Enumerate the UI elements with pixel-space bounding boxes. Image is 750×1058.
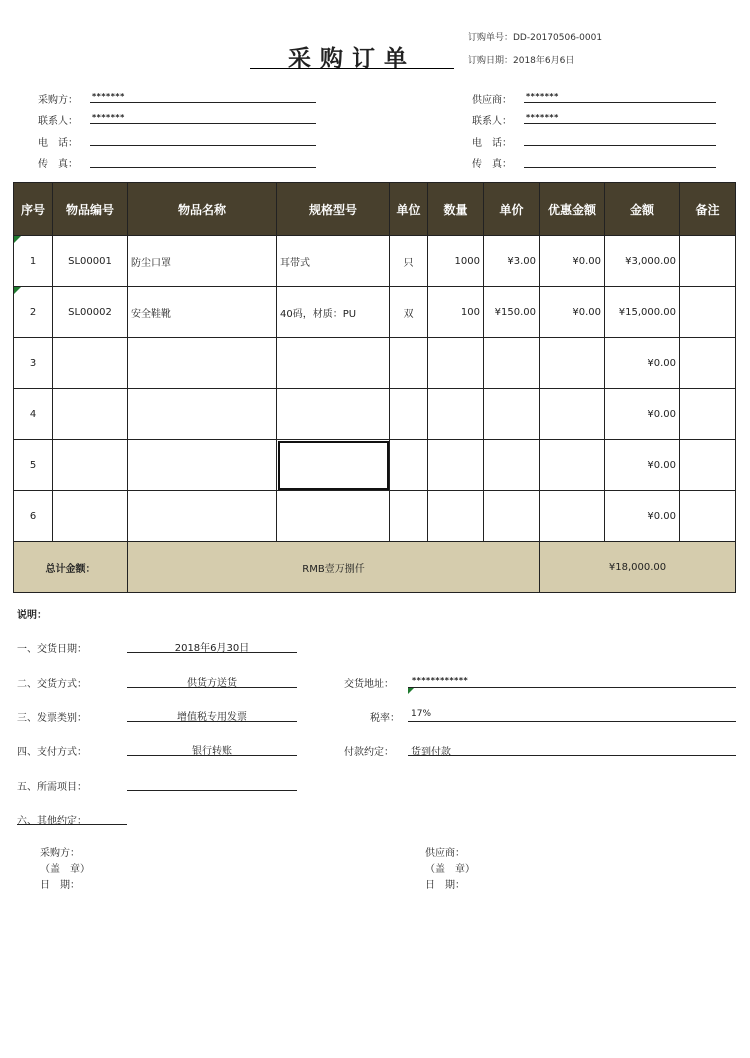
buyer-stamp-label: （盖 章） bbox=[40, 864, 90, 875]
tax-line bbox=[408, 721, 736, 722]
cell-unit-price[interactable] bbox=[484, 389, 540, 440]
cell-discount[interactable] bbox=[540, 389, 605, 440]
notes-title: 说明： bbox=[17, 610, 47, 621]
supplier-value: ******* bbox=[526, 92, 559, 101]
cell-item-code[interactable] bbox=[53, 389, 128, 440]
payment-terms-value[interactable]: 货到付款 bbox=[411, 747, 451, 758]
delivery-date-label: 一、交货日期： bbox=[17, 644, 87, 655]
cell-unit[interactable] bbox=[390, 440, 428, 491]
cell-discount[interactable]: ¥0.00 bbox=[540, 287, 605, 338]
cell-amount[interactable]: ¥0.00 bbox=[605, 389, 680, 440]
cell-index[interactable]: 4 bbox=[14, 389, 53, 440]
buyer-value: ******* bbox=[92, 92, 125, 101]
supplier-fax-line bbox=[524, 167, 716, 168]
cell-item-code[interactable]: SL00001 bbox=[53, 236, 128, 287]
other-terms-line bbox=[17, 824, 127, 825]
invoice-value[interactable]: 增值税专用发票 bbox=[177, 712, 247, 723]
cell-quantity[interactable]: 100 bbox=[428, 287, 484, 338]
cell-quantity[interactable] bbox=[428, 338, 484, 389]
delivery-method-line bbox=[127, 687, 297, 688]
cell-item-name[interactable]: 安全鞋靴 bbox=[128, 287, 277, 338]
buyer-phone-line bbox=[90, 145, 316, 146]
buyer-signature-block bbox=[40, 846, 90, 894]
cell-unit-price[interactable]: ¥3.00 bbox=[484, 236, 540, 287]
supplier-phone-label: 电 话： bbox=[472, 138, 512, 149]
cell-index[interactable]: 1 bbox=[14, 236, 53, 287]
header-index: 序号 bbox=[14, 183, 53, 236]
payment-label: 四、支付方式： bbox=[17, 747, 87, 758]
cell-spec[interactable] bbox=[277, 491, 390, 542]
cell-quantity[interactable] bbox=[428, 440, 484, 491]
header-discount: 优惠金额 bbox=[540, 183, 605, 236]
supplier-label: 供应商： bbox=[472, 95, 512, 106]
cell-index[interactable]: 6 bbox=[14, 491, 53, 542]
invoice-label: 三、发票类别： bbox=[17, 713, 87, 724]
cell-unit[interactable]: 双 bbox=[390, 287, 428, 338]
cell-spec[interactable]: 40码，材质：PU bbox=[277, 287, 390, 338]
cell-item-code[interactable] bbox=[53, 338, 128, 389]
order-number: 订购单号：DD-20170506-0001 bbox=[468, 33, 603, 43]
cell-index[interactable]: 5 bbox=[14, 440, 53, 491]
buyer-phone-label: 电 话： bbox=[38, 138, 78, 149]
invoice-line bbox=[127, 721, 297, 722]
supplier-stamp-label: （盖 章） bbox=[425, 864, 475, 875]
header-item-code: 物品编号 bbox=[53, 183, 128, 236]
cell-item-code[interactable] bbox=[53, 491, 128, 542]
table-row bbox=[14, 236, 736, 287]
delivery-address-label: 交货地址： bbox=[344, 679, 394, 690]
cell-item-name[interactable] bbox=[128, 440, 277, 491]
table-header-row bbox=[14, 183, 736, 236]
table-row bbox=[14, 287, 736, 338]
supplier-phone-line bbox=[524, 145, 716, 146]
supplier-line bbox=[524, 102, 716, 103]
header-spec: 规格型号 bbox=[277, 183, 390, 236]
table-row bbox=[14, 440, 736, 491]
cell-unit[interactable] bbox=[390, 338, 428, 389]
attachments-line bbox=[127, 790, 297, 791]
cell-spec-selected[interactable] bbox=[277, 440, 390, 491]
supplier-fax-label: 传 真： bbox=[472, 159, 512, 170]
comment-flag bbox=[408, 688, 409, 689]
buyer-fax-line bbox=[90, 167, 316, 168]
cell-remarks[interactable] bbox=[680, 440, 736, 491]
cell-remarks[interactable] bbox=[680, 338, 736, 389]
attachments-label: 五、所需项目： bbox=[17, 782, 87, 793]
cell-amount[interactable]: ¥0.00 bbox=[605, 440, 680, 491]
cell-quantity[interactable] bbox=[428, 491, 484, 542]
title-underline bbox=[250, 68, 454, 69]
cell-spec[interactable] bbox=[277, 338, 390, 389]
table-row bbox=[14, 389, 736, 440]
supplier-contact-label: 联系人： bbox=[472, 116, 512, 127]
cell-remarks[interactable] bbox=[680, 236, 736, 287]
cell-unit-price[interactable] bbox=[484, 440, 540, 491]
cell-item-name[interactable] bbox=[128, 491, 277, 542]
buyer-contact-line bbox=[90, 123, 316, 124]
cell-index[interactable]: 3 bbox=[14, 338, 53, 389]
page-title: 采购订单 bbox=[288, 46, 416, 72]
cell-remarks[interactable] bbox=[680, 287, 736, 338]
cell-index[interactable]: 2 bbox=[14, 287, 53, 338]
tax-value[interactable]: 17% bbox=[411, 709, 432, 719]
supplier-date-label: 日 期： bbox=[425, 880, 465, 891]
supplier-contact-line bbox=[524, 123, 716, 124]
cell-item-name[interactable]: 防尘口罩 bbox=[128, 236, 277, 287]
cell-unit-price[interactable] bbox=[484, 491, 540, 542]
cell-spec[interactable] bbox=[277, 389, 390, 440]
buyer-label: 采购方： bbox=[38, 95, 78, 106]
header-unit-price: 单价 bbox=[484, 183, 540, 236]
cell-item-name[interactable] bbox=[128, 338, 277, 389]
table-row bbox=[14, 338, 736, 389]
payment-value[interactable]: 银行转账 bbox=[192, 746, 232, 757]
cell-discount[interactable] bbox=[540, 338, 605, 389]
cell-amount[interactable]: ¥0.00 bbox=[605, 338, 680, 389]
supplier-signature-block bbox=[425, 846, 475, 894]
order-date: 订购日期：2018年6月6日 bbox=[468, 56, 575, 66]
cell-amount[interactable]: ¥3,000.00 bbox=[605, 236, 680, 287]
payment-terms-line bbox=[408, 755, 736, 756]
payment-line bbox=[127, 755, 297, 756]
delivery-date-line bbox=[127, 652, 297, 653]
delivery-method-value[interactable]: 供货方送货 bbox=[187, 678, 237, 689]
order-items-table bbox=[13, 182, 736, 593]
total-amount-words[interactable]: RMB壹万捌仟 bbox=[128, 542, 540, 593]
cell-remarks[interactable] bbox=[680, 389, 736, 440]
payment-terms-label: 付款约定： bbox=[344, 747, 394, 758]
cell-discount[interactable]: ¥0.00 bbox=[540, 236, 605, 287]
header-remarks: 备注 bbox=[680, 183, 736, 236]
other-terms-label: 六、其他约定： bbox=[17, 816, 87, 827]
header-quantity: 数量 bbox=[428, 183, 484, 236]
cell-discount[interactable] bbox=[540, 491, 605, 542]
tax-label: 税率： bbox=[370, 713, 400, 724]
cell-remarks[interactable] bbox=[680, 491, 736, 542]
cell-unit-price[interactable] bbox=[484, 338, 540, 389]
buyer-date-label: 日 期： bbox=[40, 880, 80, 891]
buyer-fax-label: 传 真： bbox=[38, 159, 78, 170]
cell-unit[interactable] bbox=[390, 491, 428, 542]
delivery-address-line bbox=[408, 687, 736, 688]
supplier-contact-value: ******* bbox=[526, 113, 559, 122]
buyer-line bbox=[90, 102, 316, 103]
cell-item-code[interactable]: SL00002 bbox=[53, 287, 128, 338]
table-row bbox=[14, 491, 736, 542]
buyer-contact-value: ******* bbox=[92, 113, 125, 122]
cell-quantity[interactable]: 1000 bbox=[428, 236, 484, 287]
delivery-address-value[interactable]: ************ bbox=[412, 676, 469, 685]
delivery-method-label: 二、交货方式： bbox=[17, 679, 87, 690]
header-unit: 单位 bbox=[390, 183, 428, 236]
cell-unit-price[interactable]: ¥150.00 bbox=[484, 287, 540, 338]
supplier-signature-label: 供应商： bbox=[425, 848, 465, 859]
header-amount: 金额 bbox=[605, 183, 680, 236]
cell-quantity[interactable] bbox=[428, 389, 484, 440]
header-item-name: 物品名称 bbox=[128, 183, 277, 236]
cell-amount[interactable]: ¥15,000.00 bbox=[605, 287, 680, 338]
buyer-signature-label: 采购方： bbox=[40, 848, 80, 859]
total-label: 总计金额： bbox=[14, 542, 128, 593]
cell-amount[interactable]: ¥0.00 bbox=[605, 491, 680, 542]
cell-unit[interactable] bbox=[390, 389, 428, 440]
cell-item-name[interactable] bbox=[128, 389, 277, 440]
cell-item-code[interactable] bbox=[53, 440, 128, 491]
total-row bbox=[14, 542, 736, 593]
cell-spec[interactable]: 耳带式 bbox=[277, 236, 390, 287]
buyer-contact-label: 联系人： bbox=[38, 116, 78, 127]
total-amount[interactable]: ¥18,000.00 bbox=[540, 542, 736, 593]
delivery-date-value[interactable]: 2018年6月30日 bbox=[174, 643, 250, 654]
cell-unit[interactable]: 只 bbox=[390, 236, 428, 287]
cell-discount[interactable] bbox=[540, 440, 605, 491]
